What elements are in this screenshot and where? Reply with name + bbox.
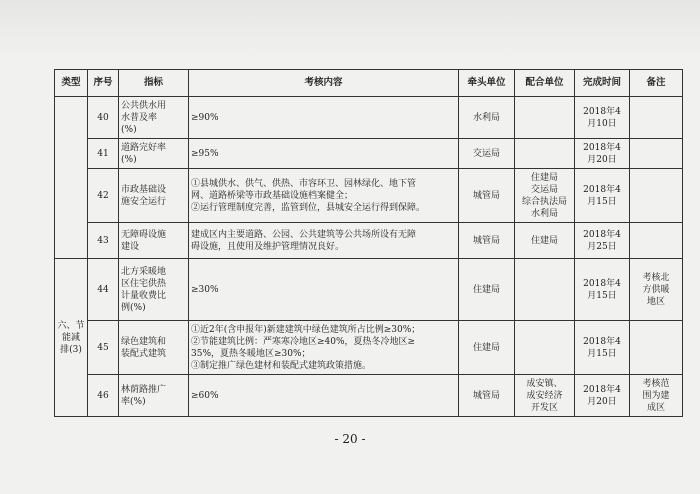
row-coop bbox=[515, 97, 575, 139]
table-row bbox=[55, 97, 683, 139]
row-indicator: 绿色建筑和 装配式建筑 bbox=[119, 321, 189, 375]
row-note bbox=[630, 97, 683, 139]
table-row bbox=[55, 169, 683, 223]
header-note: 备注 bbox=[630, 70, 683, 97]
row-coop: 住建局 bbox=[515, 223, 575, 259]
row-time: 2018年4 月15日 bbox=[575, 259, 630, 321]
row-lead: 城管局 bbox=[459, 169, 515, 223]
row-indicator: 无障碍设施 建设 bbox=[119, 223, 189, 259]
header-seq: 序号 bbox=[88, 70, 119, 97]
table-row bbox=[55, 321, 683, 375]
row-time: 2018年4 月15日 bbox=[575, 169, 630, 223]
row-lead: 交运局 bbox=[459, 139, 515, 169]
assessment-table bbox=[54, 69, 683, 417]
table-row bbox=[55, 259, 683, 321]
row-content: ①县城供水、供气、供热、市容环卫、园林绿化、地下管 网、道路桥梁等市政基础设施档案健全； ②运行管理制度完善，监管到位，县城安全运行得到保障。 bbox=[189, 169, 459, 223]
row-content: ≥30% bbox=[189, 259, 459, 321]
header-lead: 牵头单位 bbox=[459, 70, 515, 97]
row-indicator: 市政基础设 施安全运行 bbox=[119, 169, 189, 223]
row-seq: 45 bbox=[88, 321, 119, 375]
row-time: 2018年4 月20日 bbox=[575, 139, 630, 169]
table-row bbox=[55, 139, 683, 169]
row-lead: 城管局 bbox=[459, 375, 515, 417]
row-content: ≥95% bbox=[189, 139, 459, 169]
row-lead: 住建局 bbox=[459, 259, 515, 321]
category-empty-cell bbox=[55, 97, 88, 259]
row-seq: 46 bbox=[88, 375, 119, 417]
row-coop: 住建局 交运局 综合执法局 水利局 bbox=[515, 169, 575, 223]
row-indicator: 林荫路推广 率(%) bbox=[119, 375, 189, 417]
row-content: ①近2年(含申报年)新建建筑中绿色建筑所占比例≥30%； ②节能建筑比例：严寒寒冷地区≥40%，夏热冬冷地区≥ 35%，夏热冬暖地区≥30%； ③制定推广绿色建材和装配式建筑政策措施。 bbox=[189, 321, 459, 375]
row-lead: 水利局 bbox=[459, 97, 515, 139]
header-type: 类型 bbox=[55, 70, 88, 97]
row-note bbox=[630, 321, 683, 375]
page-number: - 20 - bbox=[334, 432, 366, 446]
row-seq: 41 bbox=[88, 139, 119, 169]
row-note: 考核范 围为建 成区 bbox=[630, 375, 683, 417]
row-content: ≥90% bbox=[189, 97, 459, 139]
row-lead: 城管局 bbox=[459, 223, 515, 259]
header-time: 完成时间 bbox=[575, 70, 630, 97]
row-coop bbox=[515, 321, 575, 375]
row-note bbox=[630, 169, 683, 223]
row-indicator: 公共供水用 水普及率 (%) bbox=[119, 97, 189, 139]
page-top-shade bbox=[0, 0, 700, 60]
row-time: 2018年4 月15日 bbox=[575, 321, 630, 375]
row-seq: 43 bbox=[88, 223, 119, 259]
row-coop bbox=[515, 139, 575, 169]
row-content: ≥60% bbox=[189, 375, 459, 417]
row-note bbox=[630, 139, 683, 169]
row-seq: 44 bbox=[88, 259, 119, 321]
header-row bbox=[55, 70, 683, 97]
row-time: 2018年4 月10日 bbox=[575, 97, 630, 139]
row-content: 建成区内主要道路、公园、公共建筑等公共场所设有无障 碍设施，且使用及维护管理情况良好。 bbox=[189, 223, 459, 259]
row-indicator: 北方采暖地 区住宅供热 计量收费比 例(%) bbox=[119, 259, 189, 321]
row-indicator: 道路完好率 (%) bbox=[119, 139, 189, 169]
header-coop: 配合单位 bbox=[515, 70, 575, 97]
row-seq: 42 bbox=[88, 169, 119, 223]
row-note: 考核北 方供暖 地区 bbox=[630, 259, 683, 321]
header-indicator: 指标 bbox=[119, 70, 189, 97]
table-row bbox=[55, 223, 683, 259]
row-coop: 成安镇、 成安经济 开发区 bbox=[515, 375, 575, 417]
header-content: 考核内容 bbox=[189, 70, 459, 97]
row-coop bbox=[515, 259, 575, 321]
row-time: 2018年4 月20日 bbox=[575, 375, 630, 417]
category-cell: 六、节 能减 排(3) bbox=[55, 259, 88, 417]
row-seq: 40 bbox=[88, 97, 119, 139]
row-time: 2018年4 月25日 bbox=[575, 223, 630, 259]
row-lead: 住建局 bbox=[459, 321, 515, 375]
row-note bbox=[630, 223, 683, 259]
table-row bbox=[55, 375, 683, 417]
